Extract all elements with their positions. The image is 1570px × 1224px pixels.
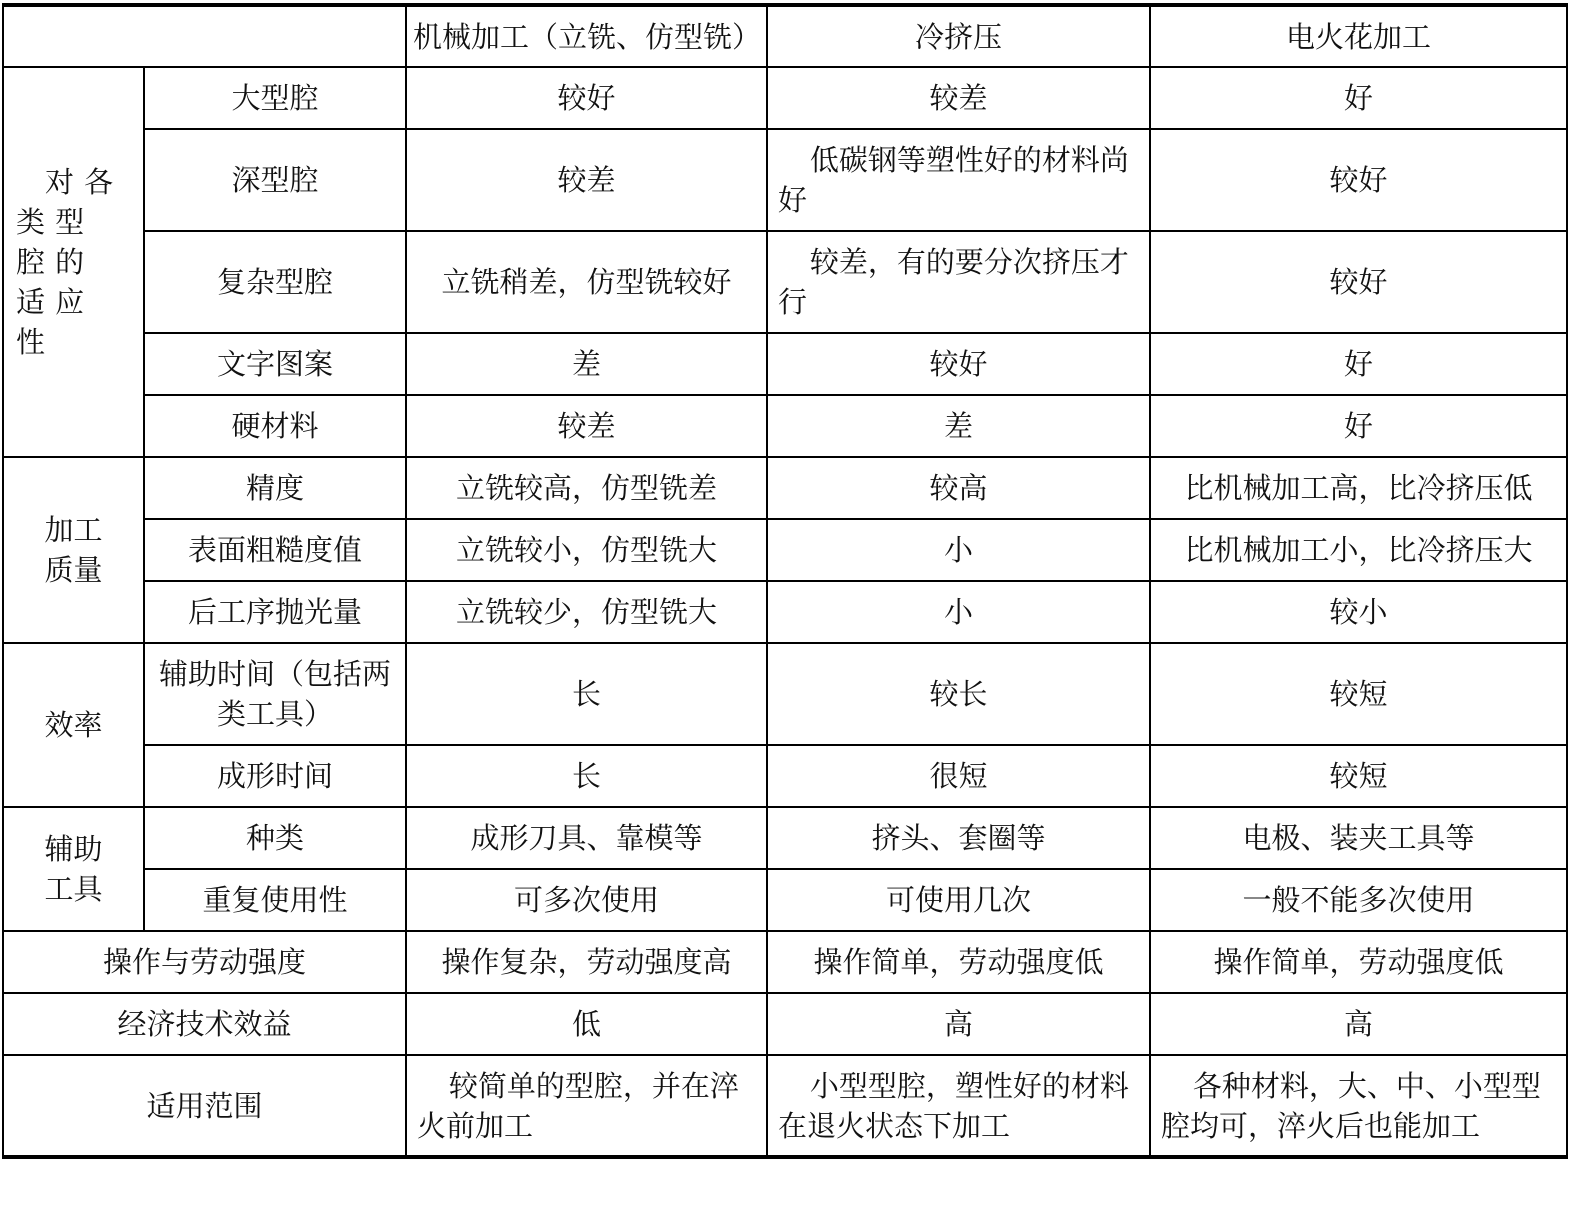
row-label: 精度 xyxy=(144,457,406,519)
cell-edm: 比机械加工小，比冷挤压大 xyxy=(1150,519,1567,581)
cell-machining: 立铣较少，仿型铣大 xyxy=(406,581,767,643)
cell-machining: 立铣较小，仿型铣大 xyxy=(406,519,767,581)
table-row xyxy=(3,869,1567,931)
cell-machining: 成形刀具、靠模等 xyxy=(406,807,767,869)
cell-cold-extrusion: 小 xyxy=(767,519,1150,581)
cell-cold-extrusion: 低碳钢等塑性好的材料尚好 xyxy=(767,129,1150,231)
cell-edm: 好 xyxy=(1150,67,1567,129)
cell-cold-extrusion: 较长 xyxy=(767,643,1150,745)
group-tools: 辅助工具 xyxy=(3,807,144,931)
cell-machining: 长 xyxy=(406,745,767,807)
row-label: 辅助时间（包括两类工具） xyxy=(144,643,406,745)
cell-edm: 一般不能多次使用 xyxy=(1150,869,1567,931)
cell-edm: 较好 xyxy=(1150,231,1567,333)
table-row xyxy=(3,931,1567,993)
table-row xyxy=(3,457,1567,519)
row-label: 操作与劳动强度 xyxy=(3,931,406,993)
cell-cold-extrusion: 小 xyxy=(767,581,1150,643)
cell-cold-extrusion: 差 xyxy=(767,395,1150,457)
row-label: 适用范围 xyxy=(3,1055,406,1157)
header-corner xyxy=(3,5,406,67)
cell-edm: 好 xyxy=(1150,395,1567,457)
cell-edm: 较短 xyxy=(1150,643,1567,745)
cell-cold-extrusion: 较好 xyxy=(767,333,1150,395)
row-label: 文字图案 xyxy=(144,333,406,395)
cell-cold-extrusion: 较差，有的要分次挤压才行 xyxy=(767,231,1150,333)
row-label: 成形时间 xyxy=(144,745,406,807)
table-row xyxy=(3,333,1567,395)
cell-edm: 较小 xyxy=(1150,581,1567,643)
cell-machining: 立铣较高，仿型铣差 xyxy=(406,457,767,519)
cell-machining: 可多次使用 xyxy=(406,869,767,931)
group-efficiency: 效率 xyxy=(3,643,144,807)
table-row xyxy=(3,643,1567,745)
table-row xyxy=(3,745,1567,807)
row-label: 大型腔 xyxy=(144,67,406,129)
cell-cold-extrusion: 较高 xyxy=(767,457,1150,519)
cell-cold-extrusion: 较差 xyxy=(767,67,1150,129)
table-row xyxy=(3,993,1567,1055)
cell-machining: 长 xyxy=(406,643,767,745)
cell-edm: 比机械加工高，比冷挤压低 xyxy=(1150,457,1567,519)
cell-edm: 高 xyxy=(1150,993,1567,1055)
group-adaptability: 对各类型腔的适应性 xyxy=(3,67,144,457)
row-label: 经济技术效益 xyxy=(3,993,406,1055)
row-label: 种类 xyxy=(144,807,406,869)
cell-machining: 低 xyxy=(406,993,767,1055)
cell-edm: 较短 xyxy=(1150,745,1567,807)
row-label: 重复使用性 xyxy=(144,869,406,931)
table-row xyxy=(3,807,1567,869)
table-row xyxy=(3,1055,1567,1157)
cell-edm: 各种材料，大、中、小型型腔均可，淬火后也能加工 xyxy=(1150,1055,1567,1157)
table-row xyxy=(3,395,1567,457)
group-quality: 加工质量 xyxy=(3,457,144,643)
cell-edm: 电极、装夹工具等 xyxy=(1150,807,1567,869)
comparison-table xyxy=(2,3,1568,1159)
table-row xyxy=(3,231,1567,333)
cell-cold-extrusion: 可使用几次 xyxy=(767,869,1150,931)
header-edm: 电火花加工 xyxy=(1150,5,1567,67)
header-machining: 机械加工（立铣、仿型铣） xyxy=(406,5,767,67)
cell-cold-extrusion: 高 xyxy=(767,993,1150,1055)
row-label: 后工序抛光量 xyxy=(144,581,406,643)
cell-machining: 较差 xyxy=(406,395,767,457)
cell-cold-extrusion: 操作简单，劳动强度低 xyxy=(767,931,1150,993)
cell-machining: 较差 xyxy=(406,129,767,231)
table-row xyxy=(3,129,1567,231)
cell-machining: 操作复杂，劳动强度高 xyxy=(406,931,767,993)
table-row xyxy=(3,67,1567,129)
cell-machining: 较好 xyxy=(406,67,767,129)
cell-cold-extrusion: 挤头、套圈等 xyxy=(767,807,1150,869)
row-label: 硬材料 xyxy=(144,395,406,457)
cell-edm: 较好 xyxy=(1150,129,1567,231)
cell-machining: 立铣稍差，仿型铣较好 xyxy=(406,231,767,333)
cell-cold-extrusion: 很短 xyxy=(767,745,1150,807)
cell-machining: 差 xyxy=(406,333,767,395)
cell-edm: 操作简单，劳动强度低 xyxy=(1150,931,1567,993)
row-label: 表面粗糙度值 xyxy=(144,519,406,581)
row-label: 复杂型腔 xyxy=(144,231,406,333)
table-header-row xyxy=(3,5,1567,67)
cell-edm: 好 xyxy=(1150,333,1567,395)
row-label: 深型腔 xyxy=(144,129,406,231)
cell-cold-extrusion: 小型型腔，塑性好的材料在退火状态下加工 xyxy=(767,1055,1150,1157)
header-cold-extrusion: 冷挤压 xyxy=(767,5,1150,67)
table-row xyxy=(3,519,1567,581)
table-row xyxy=(3,581,1567,643)
cell-machining: 较简单的型腔，并在淬火前加工 xyxy=(406,1055,767,1157)
